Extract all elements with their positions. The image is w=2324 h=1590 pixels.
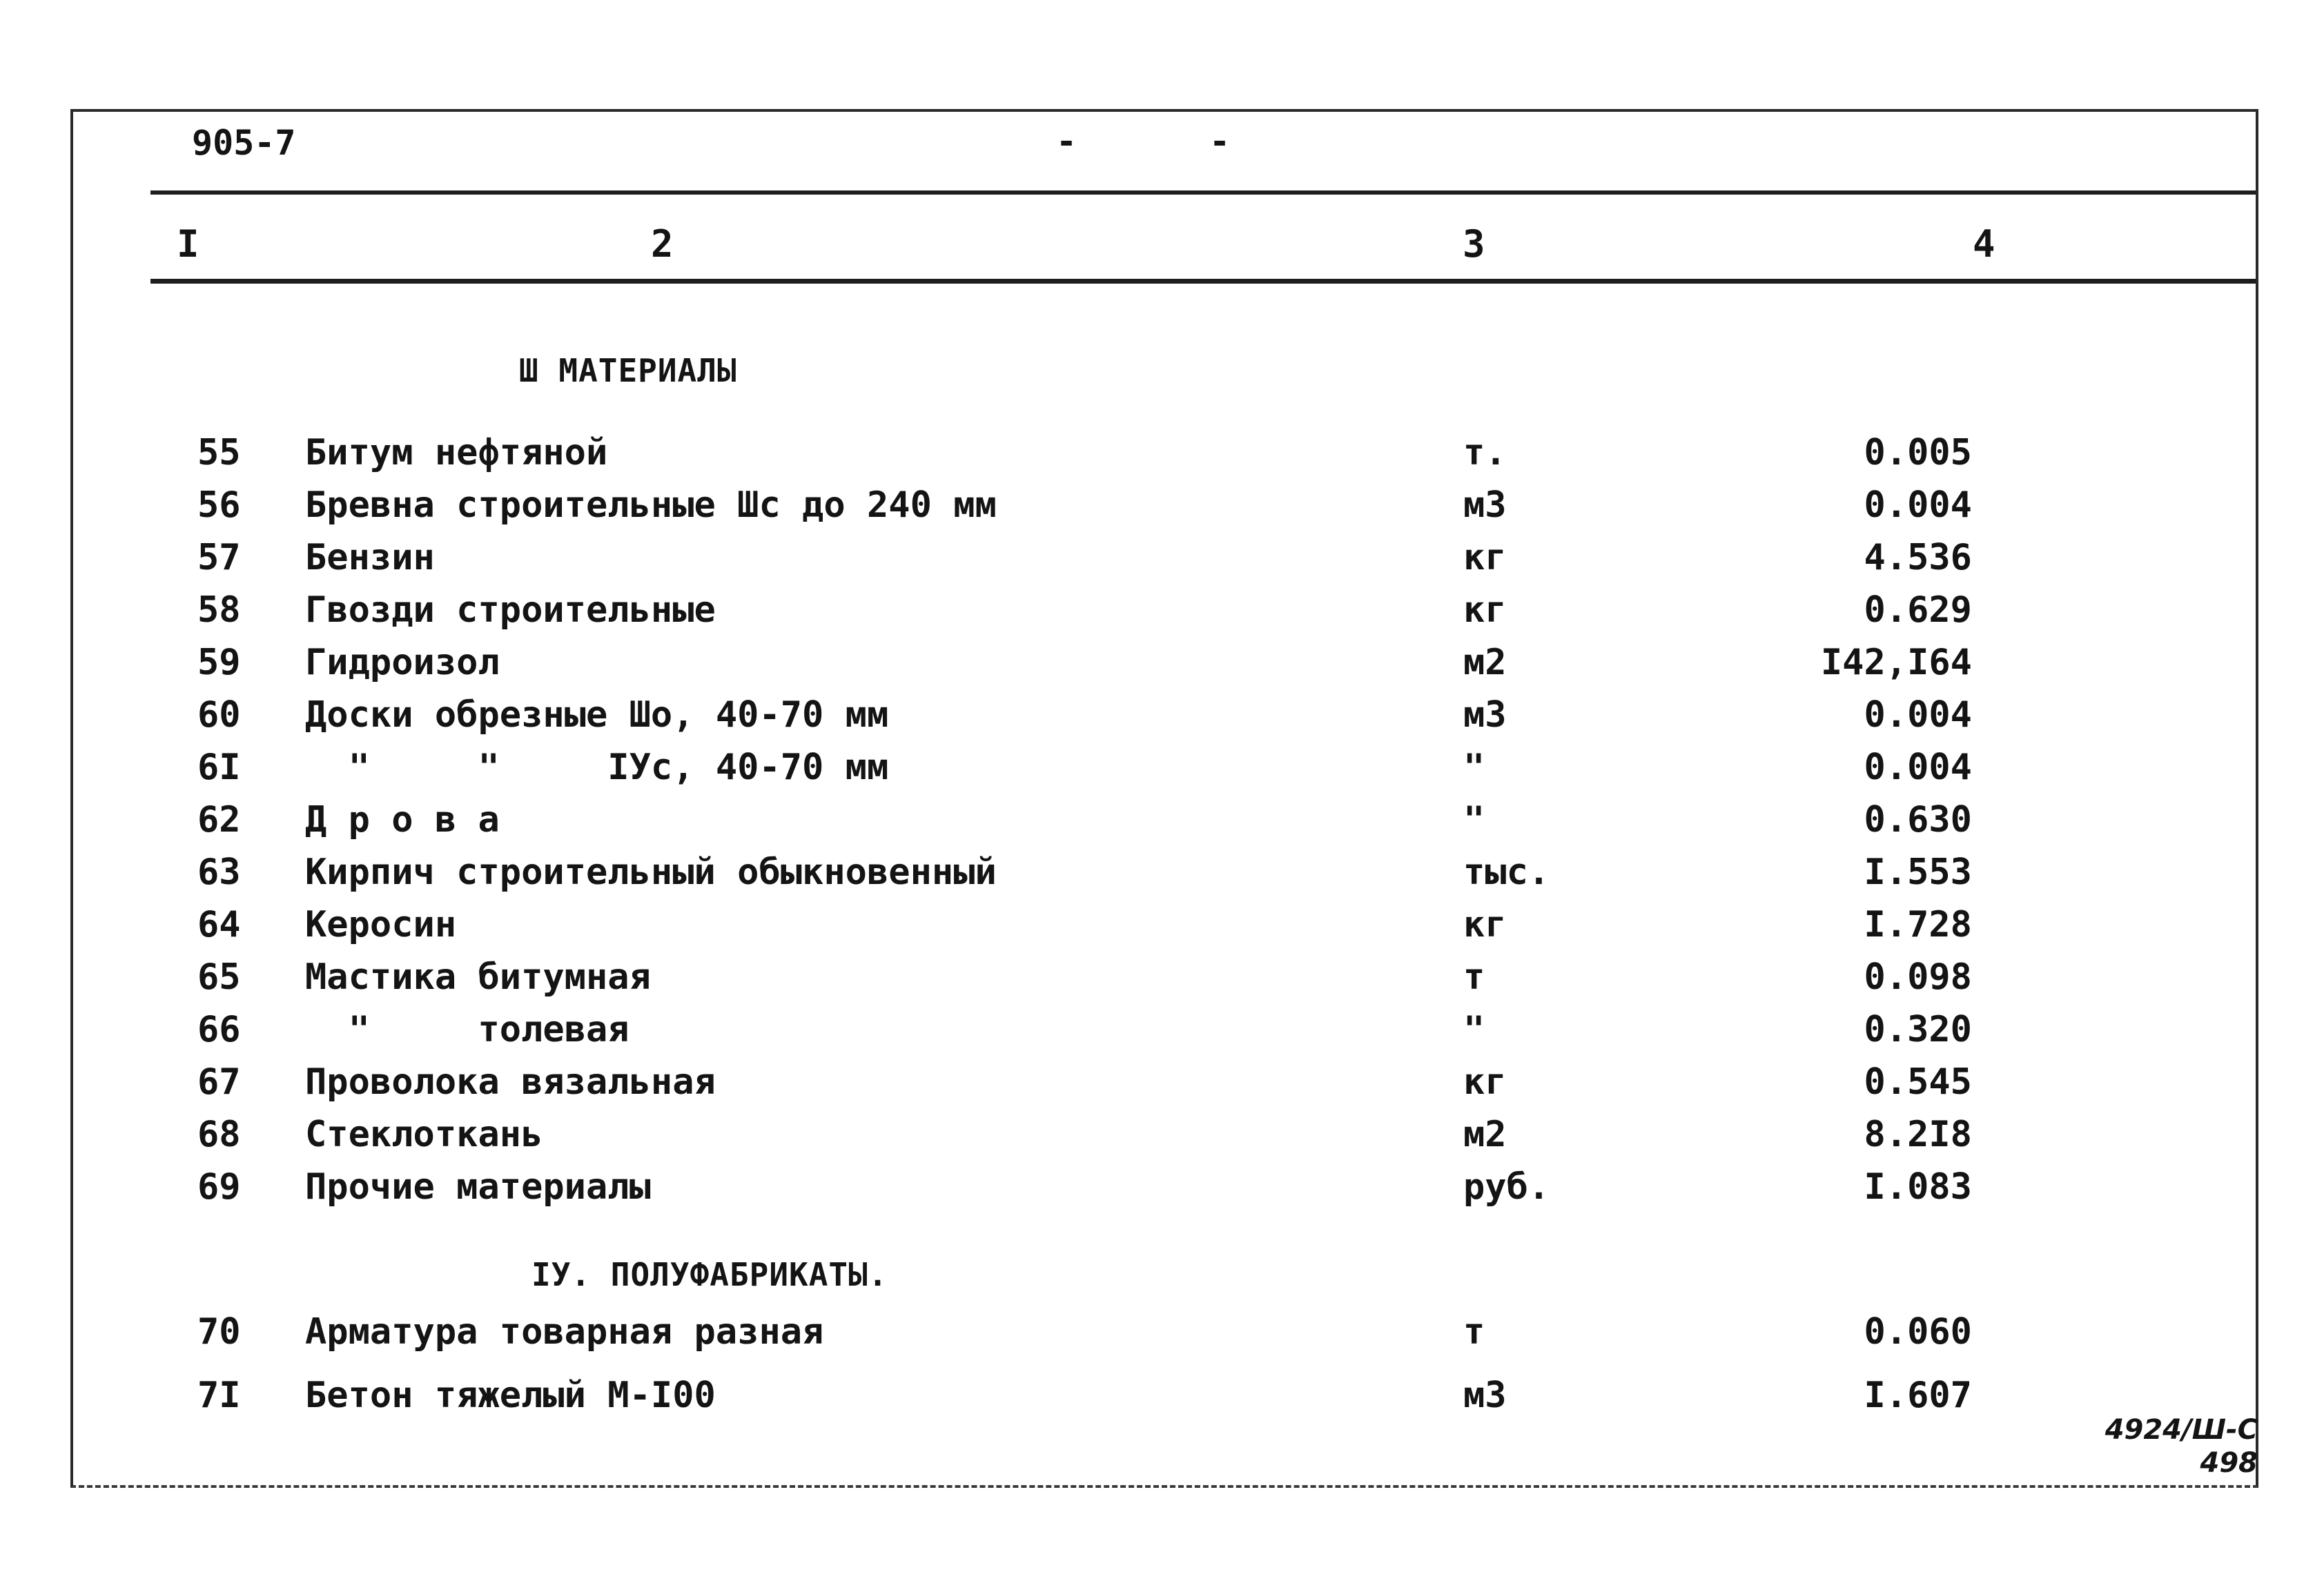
row-unit: м2 xyxy=(1463,642,1507,683)
row-unit: т xyxy=(1463,1311,1485,1353)
table-row xyxy=(0,537,2324,587)
row-quantity: 0.545 xyxy=(1864,1061,1972,1103)
row-number: 68 xyxy=(197,1114,241,1155)
row-number: 62 xyxy=(197,799,241,841)
row-unit: м2 xyxy=(1463,1114,1507,1155)
header-top-rule xyxy=(150,190,2256,195)
row-quantity: I.083 xyxy=(1864,1166,1972,1208)
row-name: Арматура товарная разная xyxy=(305,1311,824,1353)
table-row xyxy=(0,642,2324,691)
row-unit: м3 xyxy=(1463,484,1507,526)
row-unit: т. xyxy=(1463,432,1507,473)
table-row xyxy=(0,852,2324,901)
table-row xyxy=(0,432,2324,482)
row-unit: кг xyxy=(1463,537,1507,578)
row-quantity: 0.630 xyxy=(1864,799,1972,841)
row-number: 60 xyxy=(197,694,241,736)
row-quantity: 8.2I8 xyxy=(1864,1114,1972,1155)
row-name: Прочие материалы xyxy=(305,1166,651,1208)
header-dash-1: - xyxy=(1056,121,1077,161)
row-name: Д р о в а xyxy=(305,799,500,841)
row-name: Доски обрезные Шо, 40-70 мм xyxy=(305,694,889,736)
table-row xyxy=(0,747,2324,796)
section-title-semi-finished: IУ. ПОЛУФАБРИКАТЫ. xyxy=(531,1256,888,1293)
row-quantity: 0.004 xyxy=(1864,694,1972,736)
row-name: Бревна строительные Шс до 240 мм xyxy=(305,484,997,526)
row-quantity: 0.320 xyxy=(1864,1009,1972,1050)
row-number: 57 xyxy=(197,537,241,578)
row-unit: " xyxy=(1463,799,1485,841)
table-row xyxy=(0,1061,2324,1111)
row-name: Битум нефтяной xyxy=(305,432,608,473)
row-number: 69 xyxy=(197,1166,241,1208)
row-quantity: 4.536 xyxy=(1864,537,1972,578)
row-unit: м3 xyxy=(1463,694,1507,736)
row-quantity: I.607 xyxy=(1864,1375,1972,1416)
page-frame xyxy=(70,109,2258,1488)
table-row xyxy=(0,1166,2324,1216)
column-header-2: 2 xyxy=(651,222,674,266)
table-row xyxy=(0,904,2324,954)
section-title-materials: Ш МАТЕРИАЛЫ xyxy=(519,352,737,389)
document-number: 905-7 xyxy=(192,123,296,163)
row-number: 58 xyxy=(197,589,241,631)
table-row xyxy=(0,1311,2324,1361)
column-header-4: 4 xyxy=(1973,222,1995,266)
table-row xyxy=(0,694,2324,744)
table-row xyxy=(0,956,2324,1006)
row-quantity: 0.004 xyxy=(1864,484,1972,526)
row-quantity: 0.629 xyxy=(1864,589,1972,631)
row-number: 7I xyxy=(197,1375,241,1416)
row-name: Бензин xyxy=(305,537,435,578)
row-number: 64 xyxy=(197,904,241,945)
row-name: Гвозди строительные xyxy=(305,589,716,631)
column-header-1: I xyxy=(177,222,199,266)
row-name: Мастика битумная xyxy=(305,956,651,998)
table-row xyxy=(0,589,2324,639)
header-dash-2: - xyxy=(1209,121,1231,161)
row-unit: т xyxy=(1463,956,1485,998)
row-name: Кирпич строительный обыкновенный xyxy=(305,852,997,893)
row-number: 65 xyxy=(197,956,241,998)
table-row xyxy=(0,1009,2324,1059)
row-unit: кг xyxy=(1463,1061,1507,1103)
row-quantity: I42,I64 xyxy=(1820,642,1972,683)
stamp-line-2: 498 xyxy=(2200,1447,2258,1479)
table-row xyxy=(0,1375,2324,1424)
row-quantity: 0.060 xyxy=(1864,1311,1972,1353)
row-quantity: I.553 xyxy=(1864,852,1972,893)
table-row xyxy=(0,484,2324,534)
row-quantity: 0.004 xyxy=(1864,747,1972,788)
row-number: 67 xyxy=(197,1061,241,1103)
stamp-line-1: 4924/Ш-С xyxy=(2105,1414,2258,1446)
row-number: 63 xyxy=(197,852,241,893)
row-name: Керосин xyxy=(305,904,457,945)
header-bottom-rule xyxy=(150,279,2256,284)
row-number: 55 xyxy=(197,432,241,473)
column-header-3: 3 xyxy=(1463,222,1485,266)
row-name: " толевая xyxy=(305,1009,629,1050)
row-unit: кг xyxy=(1463,589,1507,631)
row-unit: тыс. xyxy=(1463,852,1550,893)
row-name: Проволока вязальная xyxy=(305,1061,716,1103)
row-quantity: 0.005 xyxy=(1864,432,1972,473)
row-name: " " IУс, 40-70 мм xyxy=(305,747,889,788)
row-unit: " xyxy=(1463,1009,1485,1050)
row-quantity: I.728 xyxy=(1864,904,1972,945)
row-quantity: 0.098 xyxy=(1864,956,1972,998)
row-unit: м3 xyxy=(1463,1375,1507,1416)
table-row xyxy=(0,1114,2324,1164)
row-unit: руб. xyxy=(1463,1166,1550,1208)
row-name: Бетон тяжелый М-I00 xyxy=(305,1375,716,1416)
row-number: 56 xyxy=(197,484,241,526)
archive-stamp xyxy=(2105,1413,2258,1480)
table-row xyxy=(0,799,2324,849)
row-number: 6I xyxy=(197,747,241,788)
row-name: Гидроизол xyxy=(305,642,500,683)
row-number: 70 xyxy=(197,1311,241,1353)
row-unit: кг xyxy=(1463,904,1507,945)
row-unit: " xyxy=(1463,747,1485,788)
row-name: Стеклоткань xyxy=(305,1114,543,1155)
row-number: 66 xyxy=(197,1009,241,1050)
row-number: 59 xyxy=(197,642,241,683)
